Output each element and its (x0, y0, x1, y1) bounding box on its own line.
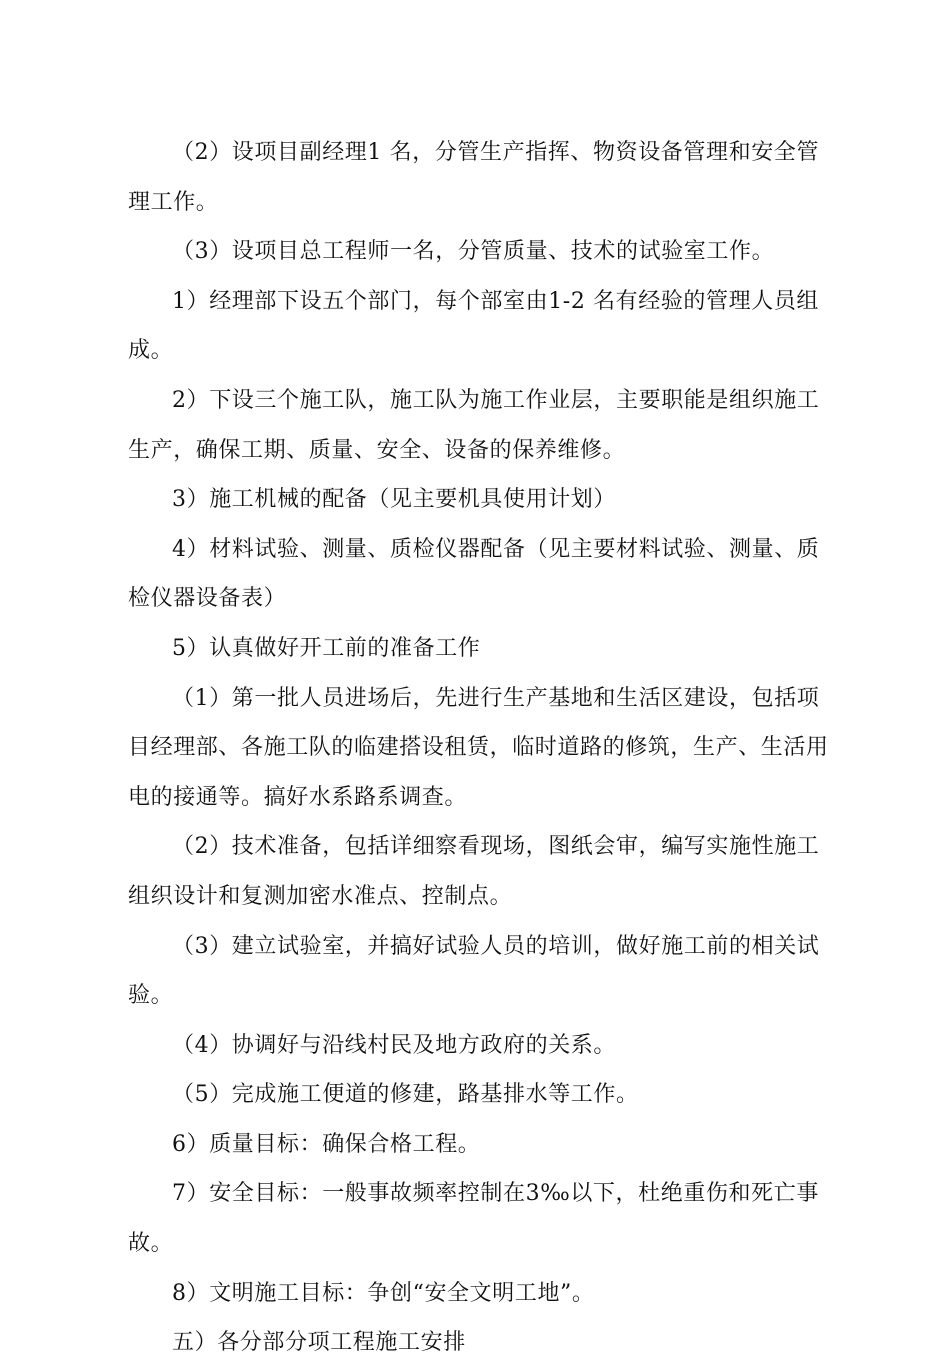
paragraph-quality-target: 6）质量目标：确保合格工程。 (172, 1131, 481, 1157)
paragraph-deputy-manager: （2）设项目副经理1 名，分管生产指挥、物资设备管理和安全管理工作。 (128, 140, 819, 215)
paragraph-departments: 1）经理部下设五个部门，每个部室由1-2 名有经验的管理人员组成。 (128, 288, 820, 364)
paragraph-chief-engineer: （3）设项目总工程师一名，分管质量、技术的试验室工作。 (172, 239, 775, 265)
paragraph-preparation: 5）认真做好开工前的准备工作 (172, 635, 481, 661)
section-heading: 五）各分部分项工程施工安排 (172, 1330, 466, 1356)
paragraph-first-batch: （1）第一批人员进场后，先进行生产基地和生活区建设，包括项目经理部、各施工队的临建搭设租赁，临时道路的修筑，生产、生活用电的接通等。搞好水系路系调查。 (128, 685, 829, 810)
paragraph-technical-prep: （2）技术准备，包括详细察看现场，图纸会审，编写实施性施工组织设计和复测加密水准点、控制点。 (128, 834, 820, 909)
body-text (128, 128, 833, 1368)
paragraph-instruments: 4）材料试验、测量、质检仪器配备（见主要材料试验、测量、质检仪器设备表） (128, 536, 820, 612)
paragraph-laboratory: （3）建立试验室，并搞好试验人员的培训，做好施工前的相关试验。 (128, 933, 820, 1009)
paragraph-safety-target: 7）安全目标：一般事故频率控制在3‰以下，杜绝重伤和死亡事故。 (128, 1181, 819, 1257)
paragraph-construction-teams: 2）下设三个施工队，施工队为施工作业层，主要职能是组织施工生产，确保工期、质量、安全、设备的保养维修。 (128, 387, 820, 463)
paragraph-access-road: （5）完成施工便道的修建，路基排水等工作。 (172, 1082, 639, 1108)
paragraph-civilized-target: 8）文明施工目标：争创“安全文明工地”。 (172, 1280, 595, 1306)
paragraph-machinery: 3）施工机械的配备（见主要机具使用计划） (172, 487, 616, 513)
paragraph-coordination: （4）协调好与沿线村民及地方政府的关系。 (172, 1032, 616, 1058)
